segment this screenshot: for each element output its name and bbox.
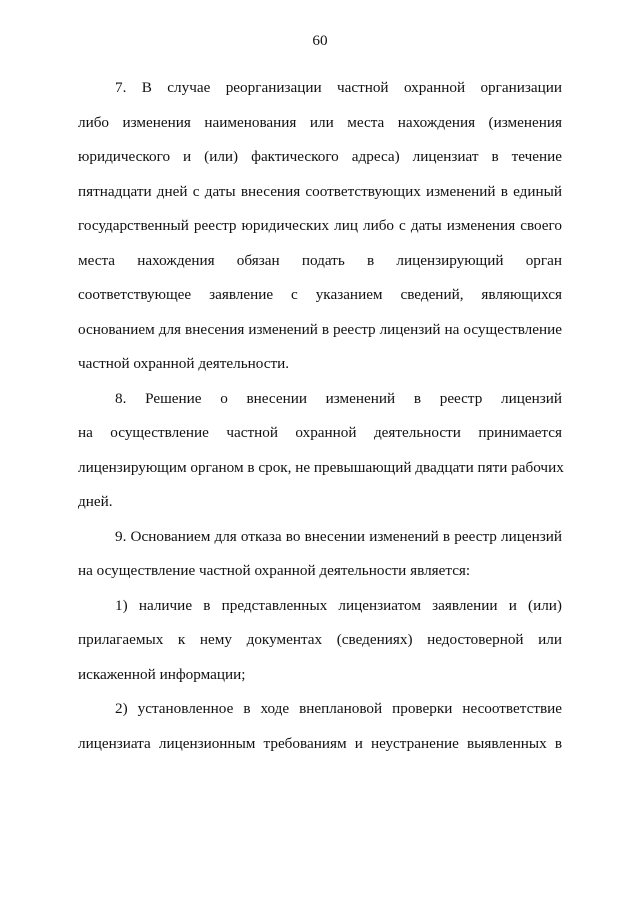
- text-line: юридического и (или) фактического адреса) лицензиат в течение: [78, 148, 562, 165]
- text-line: прилагаемых к нему документах (сведениях) недостоверной или: [78, 631, 562, 648]
- text-line: места нахождения обязан подать в лицензирующий орган: [78, 251, 562, 269]
- text-line: 9. Основанием для отказа во внесении изменений в реестр лицензий: [115, 527, 562, 545]
- paragraph-9: [78, 527, 562, 596]
- text-line: соответствующее заявление с указанием сведений, являющихся: [78, 286, 562, 303]
- list-item-2: [78, 699, 562, 768]
- text-line: 8. Решение о внесении изменений в реестр лицензий: [115, 389, 562, 407]
- text-line: лицензиата лицензионным требованиям и неустранение выявленных в: [78, 734, 562, 752]
- paragraph-8: [78, 389, 562, 527]
- text-line: государственный реестр юридических лиц либо с даты изменения своего: [78, 217, 562, 234]
- text-line: лицензирующим органом в срок, не превышающий двадцати пяти рабочих: [78, 458, 564, 476]
- text-line: на осуществление частной охранной деятельности является:: [78, 562, 471, 579]
- text-line: частной охранной деятельности.: [78, 355, 290, 372]
- text-line: 1) наличие в представленных лицензиатом заявлении и (или): [115, 596, 562, 614]
- text-line: дней.: [78, 493, 113, 510]
- list-item-1: [78, 596, 562, 700]
- paragraph-7: [78, 78, 562, 389]
- text-line: искаженной информации;: [78, 665, 246, 683]
- page-number: 60: [312, 32, 328, 49]
- text-line: 2) установленное в ходе внеплановой проверки несоответствие: [115, 700, 562, 717]
- text-line: на осуществление частной охранной деятельности принимается: [78, 424, 562, 441]
- text-line: либо изменения наименования или места нахождения (изменения: [78, 113, 562, 131]
- text-line: основанием для внесения изменений в реестр лицензий на осуществление: [78, 320, 562, 338]
- document-body: [78, 78, 562, 768]
- text-line: 7. В случае реорганизации частной охранной организации: [115, 79, 562, 96]
- text-line: пятнадцати дней с даты внесения соответствующих изменений в единый: [78, 182, 562, 200]
